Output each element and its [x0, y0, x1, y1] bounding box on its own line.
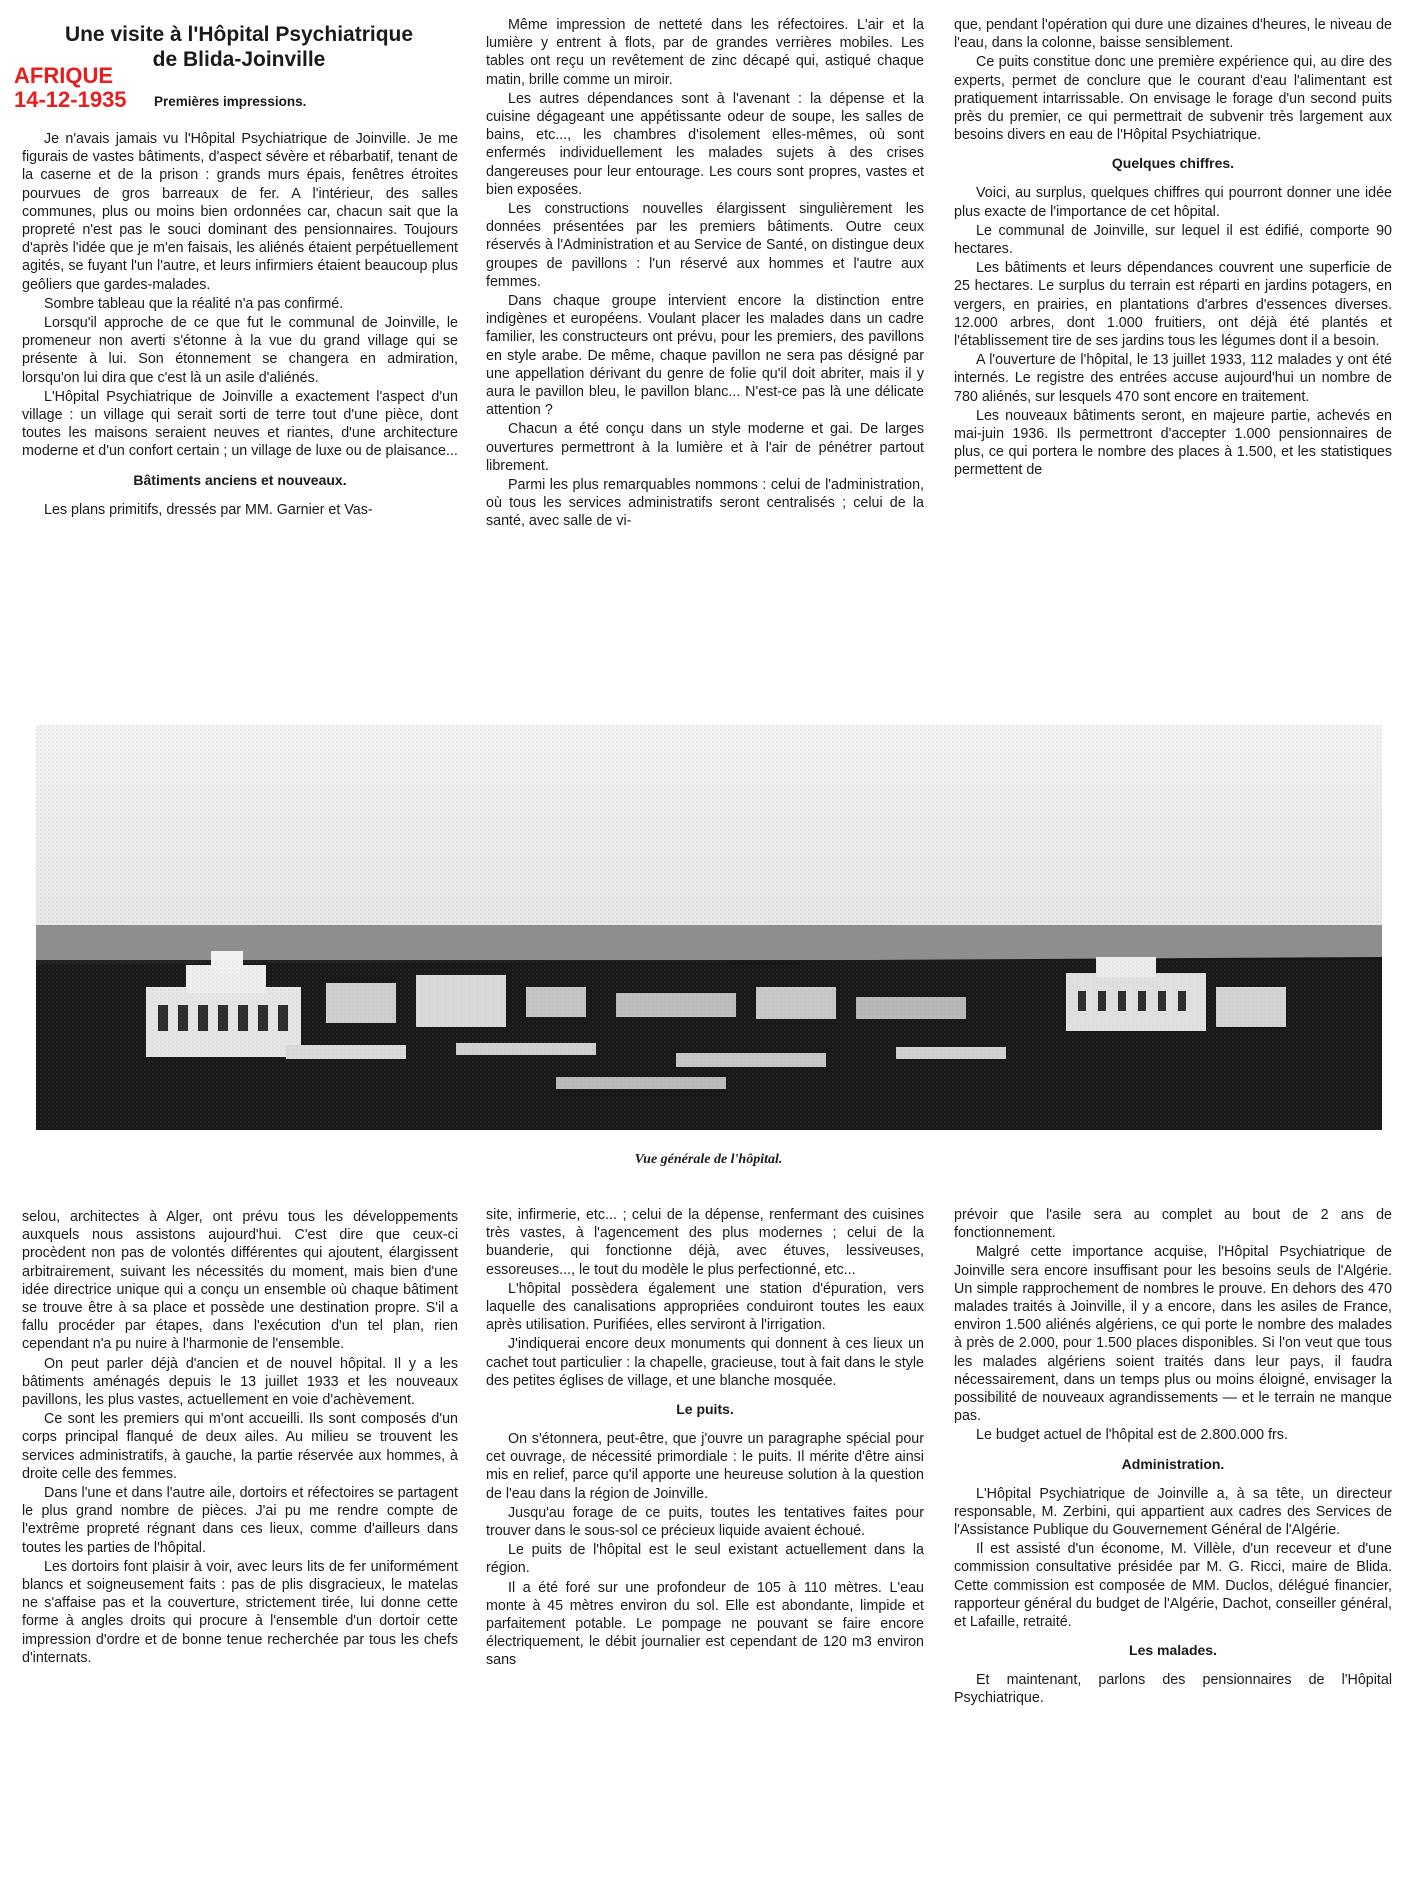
- paragraph: Le communal de Joinville, sur lequel il est édifié, comporte 90 hectares.: [954, 222, 1392, 258]
- paragraph: Malgré cette importance acquise, l'Hôpital Psychiatrique de Joinville sera encore insuffisant pour les besoins seuls de l'Algérie. Un simple rapprochement de nombres le prouve. En dehors des 470 malades traités à Joinville, il y a encore, dans les asiles de France, environ 1.500 aliénés algériens, ce qui porte le nombre des malades à près de 2.000, pour 1.500 places disponibles. Si l'on veut que tous les malades algériens soient traités dans leur pays, il faudra nécessairement, dans un temps plus ou moins éloigné, envisager la possibilité de nouveaux agrandissements — et le terrain ne manque pas.: [954, 1244, 1392, 1425]
- paragraph: On peut parler déjà d'ancien et de nouvel hôpital. Il y a les bâtiments aménagés depuis le 13 juillet 1933 et les nouveaux pavillons, les plus vastes, actuellement en voie d'achèvement.: [22, 1355, 458, 1409]
- section-heading: Administration.: [1121, 1455, 1225, 1472]
- paragraph: Les nouveaux bâtiments seront, en majeure partie, achevés en mai-juin 1936. Ils permettront d'accepter 1.000 pensionnaires de plus, ce qui portera le nombre des places à 1.500, et les statistiques permettent de: [954, 407, 1392, 479]
- paragraph: Même impression de netteté dans les réfectoires. L'air et la lumière y entrent à flots, par de grandes verrières mobiles. Les tables ont reçu un revêtement de zinc décapé qui, astiqué chaque matin, brille comme un miroir.: [486, 17, 924, 88]
- paragraph: Parmi les plus remarquables nommons : celui de l'administration, où tous les services administratifs seront centralisés ; celui de la santé, avec salle de vi-: [486, 477, 924, 530]
- paragraph: Je n'avais jamais vu l'Hôpital Psychiatrique de Joinville. Je me figurais de vastes bâtiments, d'aspect sévère et rébarbatif, tenant de la caserne et de la prison : grands murs épais, fenêtres étroites pourvues de gros barreaux de fer. A l'intérieur, des salles communes, plus ou moins bien ordonnées car, chacun sait que la propreté n'est pas le souci dominant des pensionnaires. Toujours d'après l'idée que je m'en faisais, les aliénés étaient perpétuellement agités, se fuyant l'un l'autre, et leurs infirmiers étaient beaucoup plus geôliers que gardes-malades.: [22, 131, 458, 293]
- article-title-line1: Une visite à l'Hôpital Psychiatrique: [64, 23, 414, 46]
- article-title-line2: de Blida-Joinville: [152, 48, 326, 71]
- photo-caption: Vue générale de l'hôpital.: [634, 1152, 783, 1167]
- paragraph: Lorsqu'il approche de ce que fut le communal de Joinville, le promeneur non averti s'étonne à la vue du grand village qui se présente à lui. Son étonnement se changera en admiration, lorsqu'on lui dira que c'est là un asile d'aliénés.: [22, 315, 458, 386]
- paragraph: Le budget actuel de l'hôpital est de 2.800.000 frs.: [976, 1427, 1288, 1444]
- paragraph: Les autres dépendances sont à l'avenant : la dépense et la cuisine dégageant une appétissante odeur de soupe, les salles de bains, etc..., les chambres d'isolement elles-mêmes, où sont enfermés individuellement les malades sujets à des crises dangereuses pour leur entourage. Les cours sont propres, vastes et bien exposées.: [486, 90, 924, 198]
- column-1-bottom: [22, 1208, 458, 1888]
- paragraph: Le puits de l'hôpital est le seul existant actuellement dans la région.: [486, 1542, 924, 1577]
- column-3-top: [954, 16, 1392, 692]
- paragraph: Dans chaque groupe intervient encore la distinction entre indigènes et européens. Voulant placer les malades dans un cadre familier, les constructeurs ont prévu, pour les premiers, des pavillons en style arabe. De même, chaque pavillon ne sera pas désigné par une appellation dérivant du genre de folie qu'il doit abriter, mais il y aura le pavillon bleu, le pavillon blanc... N'est-ce pas là une délicate attention ?: [486, 293, 924, 419]
- paragraph: Ce sont les premiers qui m'ont accueilli. Ils sont composés d'un corps principal flanqué de deux ailes. Au milieu se trouvent les services administratifs, à gauche, la partie réservée aux hommes, à droite celle des femmes.: [22, 1411, 458, 1482]
- paragraph: Sombre tableau que la réalité n'a pas confirmé.: [44, 295, 344, 312]
- paragraph: Les dortoirs font plaisir à voir, avec leurs lits de fer uniformément blancs et soigneusement faits : pas de plis disgracieux, le matelas ne s'affaise pas et la couverture, strictement tirée, lui donne cette forme à angles droits qui procure à l'ensemble d'un dortoir cette impression d'ordre et de bonne tenue recherchée par tous les chefs d'internats.: [22, 1558, 458, 1666]
- section-heading-first-impressions: Premières impressions.: [154, 94, 307, 109]
- paragraph: que, pendant l'opération qui dure une dizaines d'heures, le niveau de l'eau, dans la colonne, baisse sensiblement.: [954, 17, 1392, 52]
- paragraph: A l'ouverture de l'hôpital, le 13 juillet 1933, 112 malades y ont été internés. Le registre des entrées accuse aujourd'hui un nombre de 780 aliénés, sur lesquels 470 sont encore en traitement.: [954, 352, 1392, 405]
- source-stamp: [14, 64, 127, 112]
- paragraph: Jusqu'au forage de ce puits, toutes les tentatives faites pour trouver dans le sous-sol ce précieux liquide avaient échoué.: [486, 1504, 924, 1540]
- paragraph: Voici, au surplus, quelques chiffres qui pourront donner une idée plus exacte de l'importance de cet hôpital.: [954, 185, 1392, 220]
- paragraph: Et maintenant, parlons des pensionnaires de l'Hôpital Psychiatrique.: [954, 1672, 1392, 1707]
- paragraph: Les plans primitifs, dressés par MM. Garnier et Vas-: [44, 501, 373, 518]
- section-heading: Bâtiments anciens et nouveaux.: [133, 471, 347, 488]
- paragraph: selou, architectes à Alger, ont prévu tous les développements auxquels nous assistons aujourd'hui. C'est dire que ceux-ci procèdent non pas de volontés différentes qui ajoutent, élargissent arbitrairement, suivant les nécessités du moment, mais bien d'une idée directrice unique qui a conçu un ensemble où chaque bâtiment se trouve être à sa place et possède une destination propre. S'il a fallu procéder par étapes, dans l'exécution d'un tel plan, rien cependant n'a pu nuire à l'harmonie de l'ensemble.: [22, 1209, 458, 1353]
- column-3-bottom: [954, 1206, 1392, 1888]
- source-stamp-publication: AFRIQUE: [14, 63, 113, 88]
- paragraph: J'indiquerai encore deux monuments qui donnent à ces lieux un cachet tout particulier : la chapelle, gracieuse, tout à fait dans le style des petites églises de village, et une blanche mosquée.: [486, 1336, 924, 1389]
- paragraph: Les bâtiments et leurs dépendances couvrent une superficie de 25 hectares. Le surplus du terrain est réparti en jardins potagers, en vergers, en prairies, en plantations d'arbres d'essences diverses. 12.000 arbres, dont 1.000 fruitiers, ont déjà été plantés et l'établissement tire de ses jardins tous les légumes dont il a besoin.: [954, 260, 1392, 350]
- section-heading: Le puits.: [676, 1401, 734, 1418]
- column-2-bottom: [486, 1206, 924, 1888]
- paragraph: On s'étonnera, peut-être, que j'ouvre un paragraphe spécial pour cet ouvrage, de nécessité primordiale : le puits. Il mérite d'être ainsi mis en relief, parce qu'il apporte une heureuse solution à la question de l'eau dans la région de Joinville.: [486, 1431, 924, 1502]
- paragraph: L'Hôpital Psychiatrique de Joinville a exactement l'aspect d'un village : un village qui serait sorti de terre tout d'une pièce, dont toutes les maisons seraient neuves et riantes, d'une architecture moderne et d'un confort certain ; un village de luxe ou de plaisance...: [22, 388, 458, 460]
- paragraph: Les constructions nouvelles élargissent singulièrement les données présentées par les premiers bâtiments. Outre ceux réservés à l'Administration et au Service de Santé, on distingue deux groupes de pavillons : l'un réservé aux hommes et l'autre aux femmes.: [486, 201, 924, 290]
- paragraph: Dans l'une et dans l'autre aile, dortoirs et réfectoires se partagent le plus grand nombre de pièces. J'ai pu me rendre compte de l'extrême propreté régnant dans ces lieux, comme d'ailleurs dans toutes les parties de l'hôpital.: [22, 1485, 458, 1556]
- paragraph: Ce puits constitue donc une première expérience qui, au dire des experts, permet de conclure que le courant d'eau l'alimentant est pratiquement intarrissable. On envisage le forage d'un second puits près du premier, ce qui permettrait de subvenir très largement aux besoins divers en eau de l'Hôpital Psychiatrique.: [954, 54, 1392, 144]
- hospital-panorama-photo: [36, 725, 1382, 1130]
- paragraph: Il est assisté d'un économe, M. Villèle, d'un receveur et d'une commission consultative présidée par M. G. Ricci, maire de Blida. Cette commission est composée de MM. Duclos, délégué financier, rapporteur général du budget de l'Algérie, Dachot, conseiller général, et Lafaille, retraité.: [954, 1541, 1392, 1631]
- paragraph: L'hôpital possèdera également une station d'épuration, vers laquelle des canalisations appropriées conduiront toutes les eaux après utilisation. Purifiées, elles serviront à l'irrigation.: [486, 1280, 924, 1334]
- section-heading: Quelques chiffres.: [1111, 155, 1235, 172]
- source-stamp-date: 14-12-1935: [14, 87, 127, 112]
- paragraph: L'Hôpital Psychiatrique de Joinville a, à sa tête, un directeur responsable, M. Zerbini, qui appartient aux cadres des Services de l'Assistance Publique du Gouvernement Général de l'Algérie.: [954, 1485, 1392, 1539]
- paragraph: Chacun a été conçu dans un style moderne et gai. De larges ouvertures permettront à la lumière et à l'air de pénétrer partout librement.: [486, 421, 924, 474]
- paragraph: site, infirmerie, etc... ; celui de la dépense, renfermant des cuisines très vastes, à l'agencement des plus modernes ; celui de la buanderie, qui fonctionne déjà, avec étuves, lessiveuses, essoreuses..., le tout du modèle le plus perfectionné, etc...: [486, 1207, 924, 1278]
- section-heading: Les malades.: [1129, 1642, 1217, 1659]
- paragraph: Il a été foré sur une profondeur de 105 à 110 mètres. L'eau monte à 45 mètres environ du sol. Elle est abondante, limpide et parfaitement potable. Le pompage ne pouvant se faire encore électriquement, le débit journalier est cependant de 120 m3 environ sans: [486, 1579, 924, 1669]
- column-1-top: [22, 130, 458, 690]
- column-2-top: [486, 16, 924, 692]
- paragraph: prévoir que l'asile sera au complet au bout de 2 ans de fonctionnement.: [954, 1207, 1392, 1242]
